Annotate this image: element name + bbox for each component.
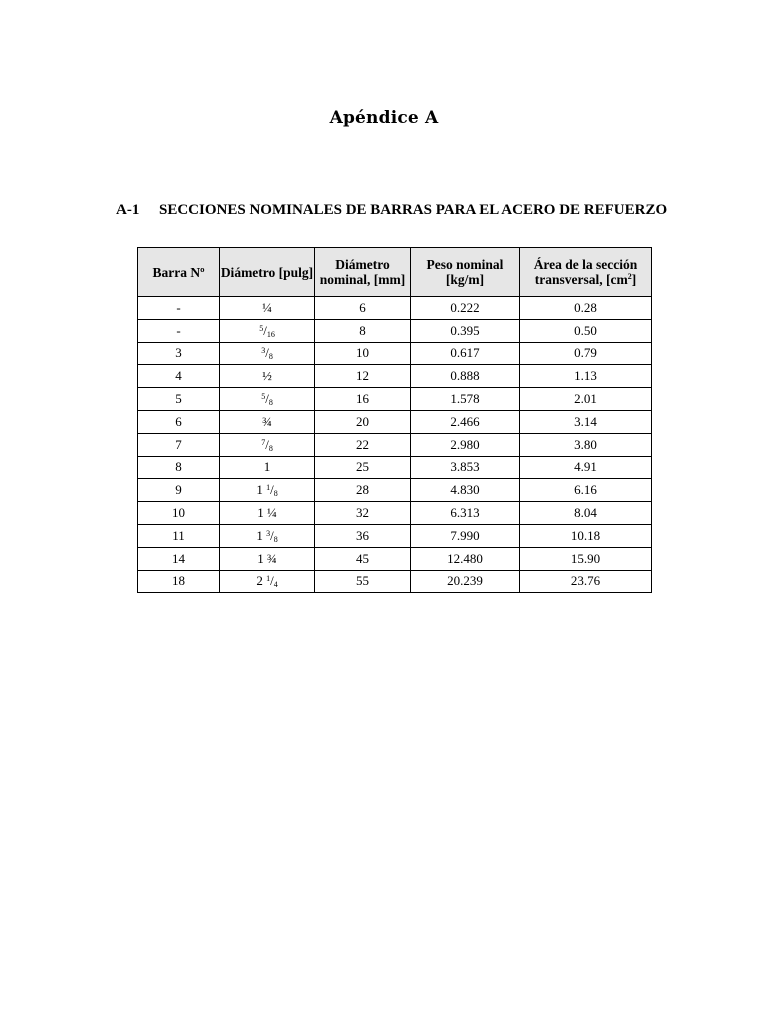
diameter-fraction-glyph: ¼ — [267, 505, 277, 521]
cell-bar-number: 8 — [138, 456, 220, 479]
table-row — [138, 547, 652, 570]
cell-diameter-mm: 36 — [315, 524, 411, 547]
cell-diameter-in — [220, 410, 315, 433]
diameter-whole: 1 — [256, 482, 267, 498]
diameter-denominator: 8 — [268, 443, 273, 453]
section-title: SECCIONES NOMINALES DE BARRAS PARA EL ACERO DE REFUERZO — [159, 202, 668, 218]
diameter-fraction — [264, 459, 271, 474]
table-row — [138, 342, 652, 365]
header-area-text: Área de la sección transversal, [cm — [533, 257, 638, 287]
diameter-fraction-glyph: ½ — [262, 368, 272, 384]
diameter-numerator: 7 — [261, 437, 266, 447]
diameter-numerator: 1 — [266, 574, 271, 584]
diameter-numerator: 5 — [259, 323, 264, 333]
diameter-denominator: 8 — [273, 489, 278, 499]
table-row — [138, 388, 652, 411]
cell-bar-number: - — [138, 319, 220, 342]
cell-weight: 20.239 — [411, 570, 520, 593]
diameter-whole: 1 — [256, 527, 267, 543]
header-diameter-mm: Diámetro nominal, [mm] — [315, 248, 411, 297]
cell-diameter-in — [220, 365, 315, 388]
diameter-fraction — [257, 551, 277, 566]
cell-bar-number: 14 — [138, 547, 220, 570]
cell-diameter-mm: 20 — [315, 410, 411, 433]
cell-bar-number: 7 — [138, 433, 220, 456]
cell-bar-number: - — [138, 297, 220, 320]
header-area-end: ] — [631, 272, 637, 287]
cell-diameter-mm: 12 — [315, 365, 411, 388]
table-row — [138, 456, 652, 479]
cell-diameter-in — [220, 479, 315, 502]
cell-bar-number: 18 — [138, 570, 220, 593]
diameter-fraction: $^3/_8$ — [261, 345, 273, 362]
cell-diameter-mm: 32 — [315, 502, 411, 525]
diameter-fraction: 1 $^3/_8$ — [256, 527, 278, 544]
page-title: Apéndice A — [329, 108, 439, 128]
cell-diameter-mm: 55 — [315, 570, 411, 593]
diameter-whole: 1 — [257, 550, 267, 566]
diameter-fraction — [262, 368, 272, 383]
cell-bar-number: 6 — [138, 410, 220, 433]
cell-weight: 0.222 — [411, 297, 520, 320]
cell-bar-number: 4 — [138, 365, 220, 388]
cell-area: 8.04 — [520, 502, 652, 525]
cell-diameter-in — [220, 342, 315, 365]
diameter-fraction: $^7/_8$ — [261, 436, 273, 453]
cell-diameter-mm: 16 — [315, 388, 411, 411]
cell-weight: 2.980 — [411, 433, 520, 456]
cell-area: 10.18 — [520, 524, 652, 547]
diameter-whole: 1 — [263, 459, 271, 475]
table-row — [138, 479, 652, 502]
table-row — [138, 524, 652, 547]
cell-area: 3.14 — [520, 410, 652, 433]
header-area-exponent: 2 — [627, 272, 632, 281]
cell-area: 3.80 — [520, 433, 652, 456]
cell-area: 23.76 — [520, 570, 652, 593]
cell-weight: 2.466 — [411, 410, 520, 433]
header-diameter-in: Diámetro [pulg] — [220, 248, 315, 297]
table-row — [138, 502, 652, 525]
diameter-fraction — [262, 300, 272, 315]
cell-area: 4.91 — [520, 456, 652, 479]
table-row — [138, 433, 652, 456]
cell-diameter-in — [220, 524, 315, 547]
cell-weight: 0.395 — [411, 319, 520, 342]
cell-diameter-mm: 10 — [315, 342, 411, 365]
cell-area: 0.28 — [520, 297, 652, 320]
cell-diameter-in — [220, 547, 315, 570]
cell-diameter-mm: 8 — [315, 319, 411, 342]
cell-weight: 6.313 — [411, 502, 520, 525]
diameter-fraction: 1 $^1/_8$ — [256, 482, 278, 499]
table-row — [138, 319, 652, 342]
table-row — [138, 410, 652, 433]
cell-bar-number: 3 — [138, 342, 220, 365]
diameter-fraction-glyph: ¾ — [262, 413, 272, 429]
cell-diameter-mm: 28 — [315, 479, 411, 502]
cell-diameter-in — [220, 502, 315, 525]
header-weight: Peso nominal [kg/m] — [411, 248, 520, 297]
cell-area: 6.16 — [520, 479, 652, 502]
diameter-numerator: 3 — [266, 528, 271, 538]
cell-diameter-mm: 6 — [315, 297, 411, 320]
diameter-whole: 2 — [256, 573, 267, 589]
table-header-row — [138, 248, 652, 297]
diameter-denominator: 8 — [273, 534, 278, 544]
cell-weight: 12.480 — [411, 547, 520, 570]
diameter-denominator: 16 — [266, 329, 275, 339]
diameter-fraction-glyph: ¼ — [262, 299, 272, 315]
diameter-denominator: 4 — [273, 580, 278, 590]
cell-bar-number: 5 — [138, 388, 220, 411]
cell-diameter-mm: 45 — [315, 547, 411, 570]
table-row — [138, 365, 652, 388]
cell-area: 15.90 — [520, 547, 652, 570]
diameter-fraction — [262, 414, 272, 429]
cell-diameter-in — [220, 388, 315, 411]
diameter-fraction: $^5/_8$ — [261, 391, 273, 408]
cell-weight: 0.617 — [411, 342, 520, 365]
cell-area: 2.01 — [520, 388, 652, 411]
cell-diameter-in — [220, 433, 315, 456]
diameter-fraction: 2 $^1/_4$ — [256, 573, 278, 590]
diameter-whole: 1 — [257, 505, 267, 521]
header-bar-number: Barra Nº — [138, 248, 220, 297]
table-row — [138, 297, 652, 320]
cell-bar-number: 9 — [138, 479, 220, 502]
diameter-denominator: 8 — [268, 352, 273, 362]
cell-diameter-in — [220, 319, 315, 342]
diameter-numerator: 3 — [261, 346, 266, 356]
cell-area: 0.50 — [520, 319, 652, 342]
cell-diameter-in — [220, 570, 315, 593]
diameter-numerator: 5 — [261, 392, 266, 402]
cell-diameter-in — [220, 297, 315, 320]
header-area — [520, 248, 652, 297]
cell-weight: 1.578 — [411, 388, 520, 411]
table-row — [138, 570, 652, 593]
section-heading — [116, 202, 667, 219]
cell-weight: 4.830 — [411, 479, 520, 502]
rebar-sections-table — [137, 247, 652, 593]
cell-diameter-mm: 25 — [315, 456, 411, 479]
diameter-fraction: $^5/_{16}$ — [259, 322, 275, 339]
cell-diameter-in — [220, 456, 315, 479]
cell-weight: 3.853 — [411, 456, 520, 479]
cell-area: 1.13 — [520, 365, 652, 388]
cell-diameter-mm: 22 — [315, 433, 411, 456]
diameter-numerator: 1 — [266, 483, 271, 493]
cell-weight: 0.888 — [411, 365, 520, 388]
cell-bar-number: 10 — [138, 502, 220, 525]
section-number: A-1 — [116, 202, 140, 218]
cell-weight: 7.990 — [411, 524, 520, 547]
diameter-fraction-glyph: ¾ — [267, 550, 277, 566]
diameter-fraction — [257, 505, 277, 520]
table-body — [138, 297, 652, 593]
diameter-denominator: 8 — [268, 398, 273, 408]
cell-area: 0.79 — [520, 342, 652, 365]
cell-bar-number: 11 — [138, 524, 220, 547]
